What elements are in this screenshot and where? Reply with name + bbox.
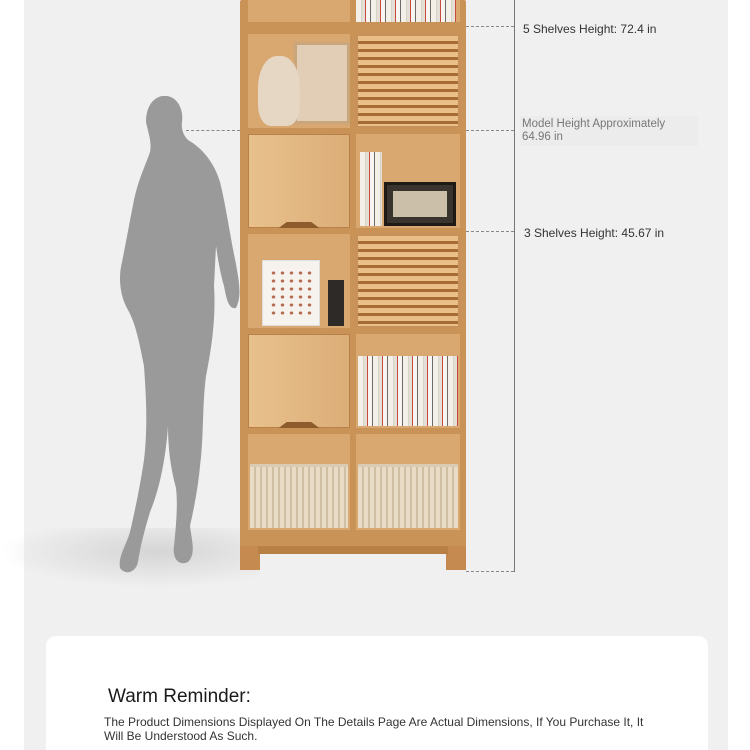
storage-basket (250, 464, 348, 528)
reminder-title: Warm Reminder: (108, 686, 251, 707)
shelf-cell (356, 334, 460, 428)
model-height-label: Model Height Approximately 64.96 in (520, 116, 698, 146)
book (328, 280, 344, 326)
three-shelves-height-label: 3 Shelves Height: 45.67 in (524, 226, 665, 240)
drawer-door[interactable] (248, 134, 350, 228)
shelf-cell (356, 134, 460, 228)
five-shelves-height-label: 5 Shelves Height: 72.4 in (523, 22, 657, 36)
leg (446, 546, 466, 570)
base-rail (258, 546, 448, 554)
books (358, 356, 458, 426)
storage-basket (358, 464, 458, 528)
dimension-line (514, 0, 515, 572)
shelf-cell (248, 0, 350, 22)
dimension-tick (186, 130, 240, 131)
shelf-cell (356, 0, 460, 22)
shelf-cell (248, 434, 350, 530)
reminder-text: The Product Dimensions Displayed On The Details Page Are Actual Dimensions, If You Purchase It, It Will Be Understood As Such. (104, 715, 644, 743)
vase-decor (258, 56, 300, 126)
model-silhouette-icon (118, 96, 248, 576)
door-panel (248, 334, 350, 428)
dimension-tick (466, 231, 514, 232)
dimension-tick (466, 571, 514, 572)
warm-reminder-card (46, 636, 708, 750)
dimension-tick (466, 130, 514, 131)
slatted-door[interactable] (356, 34, 460, 128)
slat-panel (356, 234, 460, 328)
leg (240, 546, 260, 570)
shelf-cell (248, 234, 350, 328)
calendar-decor (262, 260, 320, 326)
display-box (384, 182, 456, 226)
slatted-door[interactable] (356, 234, 460, 328)
slat-panel (356, 34, 460, 128)
shelf-cell (356, 434, 460, 530)
picture-frame (294, 42, 350, 124)
dimension-tick (466, 26, 514, 27)
books (356, 0, 456, 22)
drawer-door[interactable] (248, 334, 350, 428)
door-panel (248, 134, 350, 228)
books (360, 152, 382, 226)
shelf-cell (248, 34, 350, 128)
